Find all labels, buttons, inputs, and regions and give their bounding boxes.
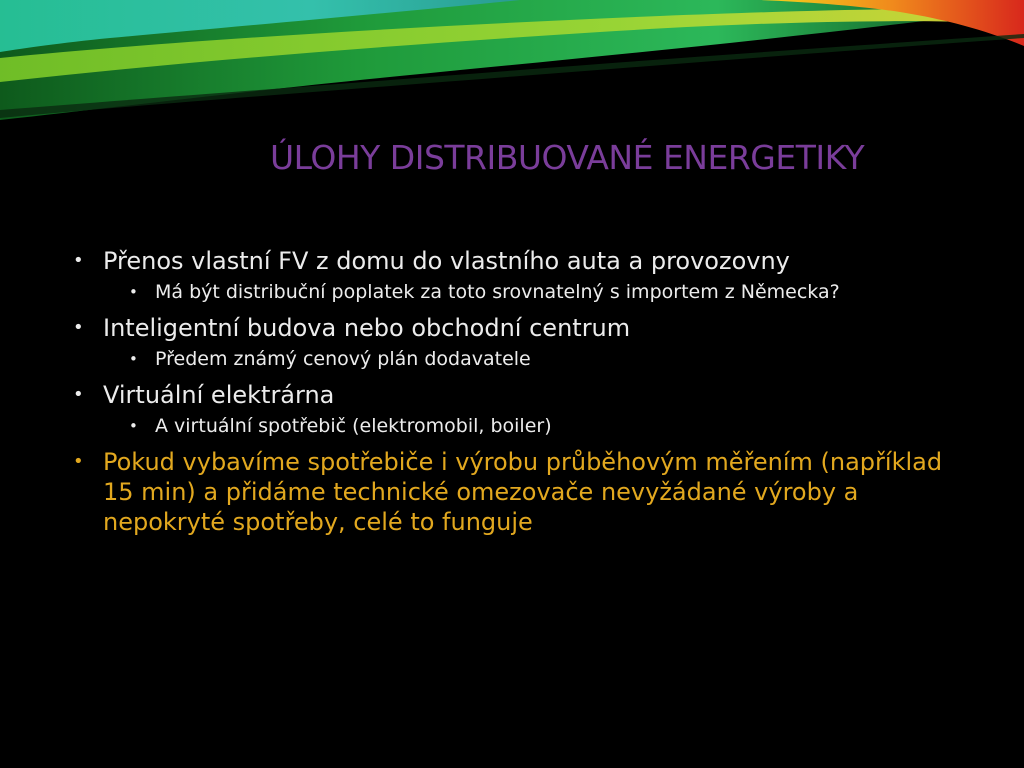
sub-bullet-marker: • (129, 283, 138, 301)
sub-bullet-list (103, 279, 966, 306)
sub-bullet-text: Předem známý cenový plán dodavatele (155, 348, 531, 370)
bullet-text: Virtuální elektrárna (103, 381, 335, 409)
bullet-text: Přenos vlastní FV z domu do vlastního auta a provozovny (103, 247, 790, 275)
sub-bullet-list (103, 346, 966, 373)
bullet-marker: • (73, 451, 84, 472)
bullet-item (66, 313, 966, 373)
sub-bullet-item (103, 413, 966, 440)
bullet-marker: • (73, 317, 84, 338)
bullet-list (66, 246, 966, 537)
sub-bullet-list (103, 413, 966, 440)
sub-bullet-text: A virtuální spotřebič (elektromobil, boiler) (155, 415, 552, 437)
sub-bullet-item (103, 279, 966, 306)
bullet-content (66, 246, 966, 544)
sub-bullet-item (103, 346, 966, 373)
bullet-item-highlighted (66, 447, 966, 537)
bullet-text: Pokud vybavíme spotřebiče i výrobu průběhovým měřením (například 15 min) a přidáme technické omezovače nevyžádané výroby a nepokryté spotřeby, celé to funguje (103, 448, 943, 536)
bullet-marker: • (73, 384, 84, 405)
sub-bullet-marker: • (129, 350, 138, 368)
decorative-swoosh-graphic (0, 0, 1024, 130)
bullet-marker: • (73, 250, 84, 271)
bullet-item (66, 246, 966, 306)
bullet-text: Inteligentní budova nebo obchodní centrum (103, 314, 631, 342)
sub-bullet-marker: • (129, 417, 138, 435)
sub-bullet-text: Má být distribuční poplatek za toto srovnatelný s importem z Německa? (155, 281, 840, 303)
slide-title: ÚLOHY DISTRIBUOVANÉ ENERGETIKY (270, 138, 865, 177)
bullet-item (66, 380, 966, 440)
